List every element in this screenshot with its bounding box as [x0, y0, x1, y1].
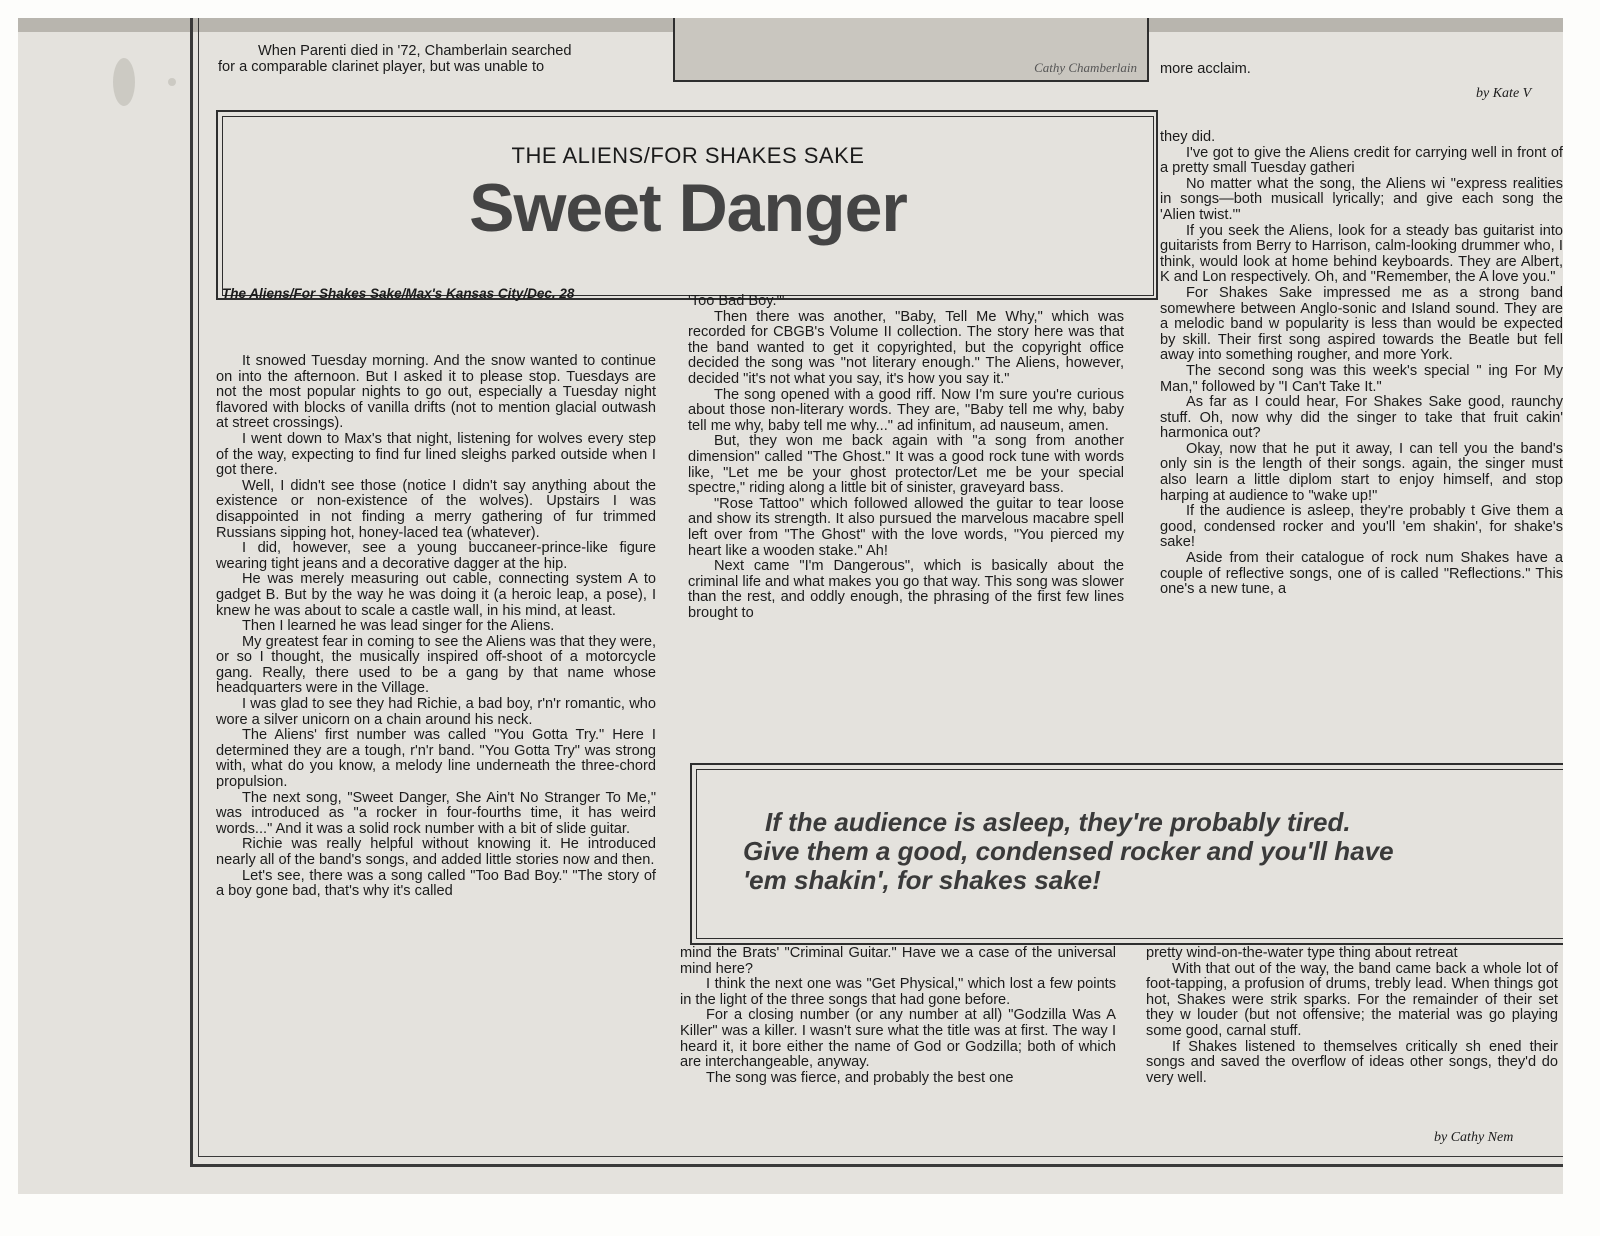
pull-quote-box: [690, 763, 1563, 945]
article-byline: by Cathy Nem: [1434, 1130, 1514, 1145]
paragraph: I was glad to see they had Richie, a bad boy, r'n'r romantic, who wore a silver unicorn on a chain around his neck.: [216, 696, 656, 728]
paragraph: Then there was another, "Baby, Tell Me Why," which was recorded for CBGB's Volume II collection. The story here was that the band wanted to get it copyrighted, but the copyright office decided the song was "not literary enough." The Aliens, however, decided "it's not what you say, it's how you say it.": [688, 308, 1124, 387]
paragraph: 'Too Bad Boy.'": [688, 294, 785, 309]
photocopy-smudge: [113, 58, 135, 106]
paragraph: pretty wind-on-the-water type thing about retreat: [1146, 946, 1458, 961]
paragraph: For a closing number (or any number at all) "Godzilla Was A Killer" was a killer. I wasn't sure what the title was at first. The way I heard it, it bore either the name of God or Godzilla; both of which are interchangeable, anyway.: [680, 1007, 1116, 1071]
paragraph: Richie was really helpful without knowing it. He introduced nearly all of the band's songs, and added little stories now and then.: [216, 836, 656, 868]
paragraph: Aside from their catalogue of rock num Shakes have a couple of reflective songs, one of is called "Reflections." This one's a new tune, a: [1160, 550, 1563, 598]
article-column-2-top: [688, 294, 1124, 746]
fragment-line: When Parenti died in '72, Chamberlain searched: [258, 44, 572, 59]
paragraph: If you seek the Aliens, look for a steady bas guitarist into guitarists from Berry to Harrison, calm-looking drummer who, I think, would look at home behind keyboards. They are Albert, K and Lon respectively. Oh, and "Remember, the A love you.": [1160, 222, 1563, 286]
photo-frame: [673, 18, 1149, 82]
paragraph: I think the next one was "Get Physical," which lost a few points in the light of the three songs that had gone before.: [680, 976, 1116, 1008]
article-kicker: THE ALIENS/FOR SHAKES SAKE: [511, 143, 865, 168]
headline-box: [216, 110, 1158, 300]
paragraph: Well, I didn't see those (notice I didn't say anything about the existence or non-existence of the wolves). Upstairs I was disappointed in not finding a merry gathering of fur trimmed Russians sipping hot, honey-laced tea (whatever).: [216, 477, 656, 541]
paragraph: He was merely measuring out cable, connecting system A to gadget B. But by the way he was doing it (a heroic leap, a pose), I knew he was about to scale a castle wall, in his mind, at least.: [216, 571, 656, 619]
review-credit-line: The Aliens/For Shakes Sake/Max's Kansas City/Dec. 28: [222, 286, 575, 301]
paragraph: The song opened with a good riff. Now I'm sure you're curious about those non-literary words. They are, "Baby tell me why, baby tell me why, baby tell me why..." ad infinitum, ad nauseum, amen.: [688, 386, 1124, 434]
paragraph: It snowed Tuesday morning. And the snow wanted to continue on into the afternoon. But I asked it to please stop. Tuesdays are not the most popular nights to go out, especially a Tuesday night flavored with blocks of vanilla drifts (not to mention glacial outwash at street crossings).: [216, 354, 656, 432]
paragraph: But, they won me back again with "a song from another dimension" called "The Ghost." It was a good rock tune with words like, "Let me be your ghost protector/Let me be your special spectre," riding along a little bit of sinister, graveyard bass.: [688, 433, 1124, 497]
article-column-3-bottom: [1146, 946, 1558, 1126]
pull-quote-line: 'em shakin', for shakes sake!: [743, 865, 1101, 895]
fragment-line: more acclaim.: [1160, 62, 1251, 77]
paragraph: My greatest fear in coming to see the Aliens was that they were, or so I thought, the musically inspired off-shoot of a motorcycle gang. Really, there used to be a gang by that name whose headquarters were in the Village.: [216, 633, 656, 697]
paragraph: For Shakes Sake impressed me as a strong band somewhere between Anglo-sonic and Island sound. They are a melodic band w popularity is less than would be expected by skill. Their first song aspired towards the Beatle but fell away into something rougher, and more York.: [1160, 284, 1563, 364]
top-left-fragment: [218, 44, 660, 75]
paragraph: The second song was this week's special " ing For My Man," followed by "I Can't Take It.": [1160, 362, 1563, 395]
paragraph: I went down to Max's that night, listening for wolves every step of the way, expecting to find fur lined sleighs parked outside when I got there.: [216, 430, 656, 479]
fragment-line: for a comparable clarinet player, but was unable to: [218, 58, 545, 75]
paragraph: Okay, now that he put it away, I can tell you the band's only sin is the length of their songs. again, the singer must also learn a little diplom start to enjoy himself, and stop harping at audience to "wake up!": [1160, 440, 1563, 504]
photo-credit: Cathy Chamberlain: [1034, 60, 1137, 75]
pull-quote-line: Give them a good, condensed rocker and you'll have: [743, 836, 1394, 866]
article-headline: Sweet Danger: [469, 170, 907, 246]
paragraph: With that out of the way, the band came back a whole lot of foot-tapping, a profusion of drums, trebly lead. When things got hot, Shakes were strik sparks. For the remainder of their set they w louder (but not offensive; the material was go playing some good, carnal stuff.: [1146, 960, 1558, 1039]
paragraph: If Shakes listened to themselves critically sh ened their songs and saved the overflow of ideas other songs, they'd do very well.: [1146, 1038, 1558, 1086]
top-right-fragment: [1160, 62, 1560, 78]
paragraph: As far as I could hear, For Shakes Sake good, raunchy stuff. Oh, now why did the singer to take that fruit cakin' harmonica out?: [1160, 394, 1563, 442]
paragraph: I did, however, see a young buccaneer-prince-like figure wearing tight jeans and a decorative dagger at the hip.: [216, 540, 656, 572]
paragraph: If the audience is asleep, they're probably t Give them a good, condensed rocker and you'll 'em shakin', for shake's sake!: [1160, 503, 1563, 551]
paragraph: "Rose Tattoo" which followed allowed the guitar to tear loose and show its strength. It also pursued the marvelous macabre spell left over from "The Ghost" with the love words, "You pierced my heart like a wooden stake." Ah!: [688, 495, 1124, 559]
article-column-3-top: [1160, 130, 1563, 758]
paragraph: mind the Brats' "Criminal Guitar." Have we a case of the universal mind here?: [680, 946, 1116, 977]
article-column-2-bottom: [680, 946, 1116, 1158]
paragraph: The Aliens' first number was called "You Gotta Try." Here I determined they are a tough, r'n'r band. "You Gotta Try" was strong with, what do you know, a melody line underneath the three-chord propulsion.: [216, 727, 656, 791]
newspaper-clipping: [18, 18, 1563, 1194]
paragraph: Then I learned he was lead singer for the Aliens.: [242, 618, 555, 635]
paragraph: Let's see, there was a song called "Too Bad Boy." "The story of a boy gone bad, that's why it's called: [216, 867, 656, 900]
paragraph: No matter what the song, the Aliens wi "express realities in songs—both musicall lyrically; and give each song the 'Alien twist.'": [1160, 175, 1563, 223]
top-right-byline: by Kate V: [1476, 86, 1532, 101]
paragraph: Next came "I'm Dangerous", which is basically about the criminal life and what makes you go that way. This song was slower than the rest, and oddly enough, the phrasing of the first few lines brought to: [688, 558, 1124, 621]
article-column-1: [216, 354, 656, 1154]
paragraph: The next song, "Sweet Danger, She Ain't No Stranger To Me," was introduced as "a rocker in four-fourths time, it has weird words..." And it was a solid rock number with a bit of slide guitar.: [216, 789, 656, 837]
pull-quote-line: If the audience is asleep, they're probably tired.: [765, 807, 1351, 837]
paragraph: I've got to give the Aliens credit for carrying well in front of a pretty small Tuesday gatheri: [1160, 144, 1563, 177]
paragraph: they did.: [1160, 130, 1216, 145]
paragraph: The song was fierce, and probably the best one: [706, 1069, 1014, 1086]
photocopy-smudge: [168, 78, 176, 86]
